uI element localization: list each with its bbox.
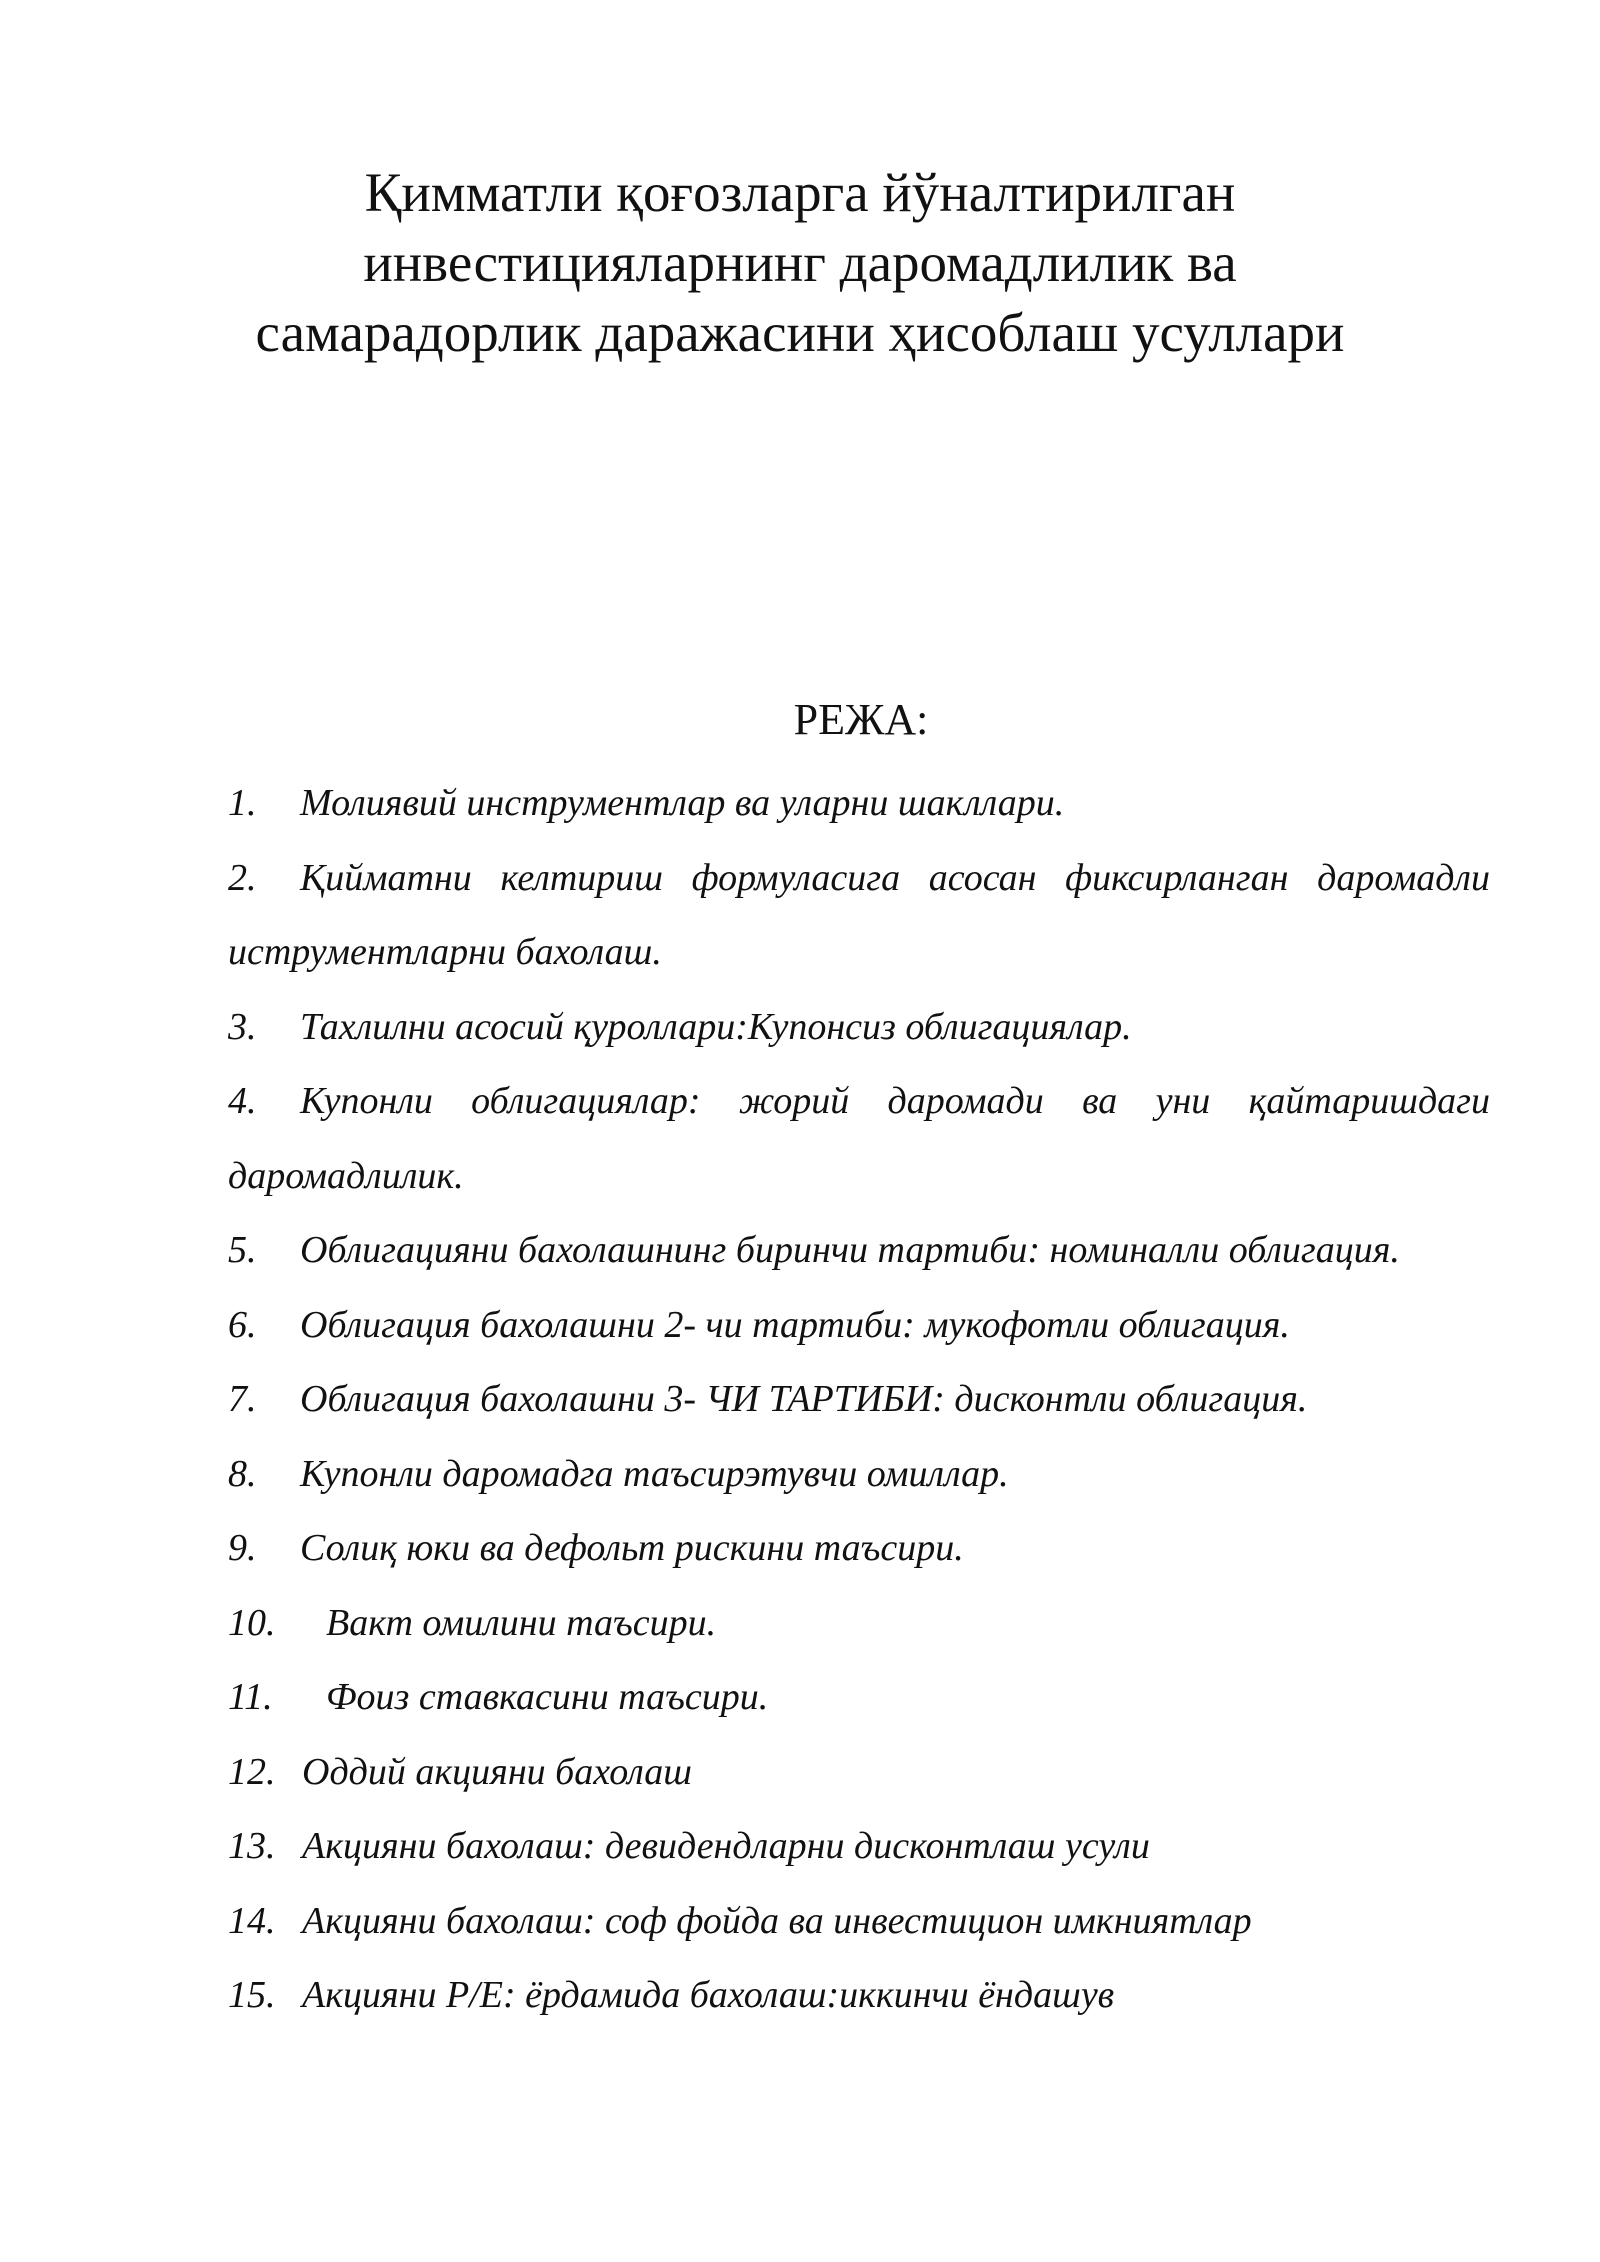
- plan-item-text: Облигация бахолашни 3- ЧИ ТАРТИБИ: дисконтли облигация.: [300, 1378, 1308, 1420]
- plan-item-number: 6.: [228, 1303, 257, 1346]
- plan-item: [228, 1586, 1490, 1661]
- plan-item-text: Тахлилни асосий қуроллари:Купонсиз облигациялар.: [300, 1005, 1132, 1048]
- plan-item-number: 7.: [228, 1378, 257, 1420]
- plan-item-number: 9.: [228, 1527, 257, 1569]
- plan-item: [228, 990, 1490, 1065]
- plan-item: [228, 1362, 1490, 1437]
- plan-item: [228, 1288, 1490, 1363]
- plan-item: [228, 1437, 1490, 1512]
- document-title: [200, 158, 1400, 368]
- plan-item-text: Молиявий инструментлар ва уларни шакллари.: [300, 782, 1065, 824]
- plan-item-text: Солиқ юки ва дефольт рискини таъсири.: [300, 1527, 964, 1569]
- title-line-2: инвестицияларнинг даромадлилик ва: [363, 232, 1237, 293]
- plan-item-number: 5.: [228, 1229, 257, 1271]
- plan-item: [228, 1064, 1490, 1213]
- plan-item: [228, 1809, 1490, 1884]
- plan-item: [228, 1735, 1490, 1810]
- plan-heading: РЕЖА:: [793, 695, 929, 744]
- title-line-3: самарадорлик даражасини ҳисоблаш усуллари: [255, 302, 1345, 363]
- plan-item-text: Акцияни бахолаш: девидендларни дисконтлаш усули: [302, 1825, 1150, 1867]
- plan-item: [228, 1213, 1490, 1288]
- title-line-1: Қимматли қоғозларга йўналтирилган: [364, 162, 1236, 223]
- plan-list: [228, 766, 1490, 2033]
- plan-item-number: 3.: [228, 1005, 257, 1048]
- plan-item-number: 12.: [228, 1750, 276, 1793]
- plan-item-number: 2.: [228, 856, 257, 899]
- plan-item-text: Вакт омилини таъсири.: [326, 1601, 717, 1644]
- plan-item-text: Қийматни келтириш формуласига асосан фиксирланган даромадли иструментларни бахолаш.: [228, 856, 1490, 973]
- plan-item-text: Купонли облигациялар: жорий даромади ва уни қайтаришдаги даромадлилик.: [228, 1080, 1490, 1197]
- plan-item: [228, 766, 1490, 841]
- plan-item-text: Облигацияни бахолашнинг биринчи тартиби: номиналли облигация.: [300, 1229, 1400, 1271]
- plan-item-text: Купонли даромадга таъсирэтувчи омиллар.: [300, 1452, 1009, 1495]
- plan-item-text: Фоиз ставкасини таъсири.: [326, 1676, 769, 1718]
- plan-item-number: 4.: [228, 1080, 257, 1122]
- plan-item-number: 15.: [228, 1974, 276, 2016]
- plan-item-number: 14.: [228, 1899, 276, 1942]
- plan-item-number: 11.: [228, 1676, 273, 1718]
- plan-item: [228, 1958, 1490, 2033]
- plan-item-number: 8.: [228, 1452, 257, 1495]
- plan-item-text: Акцияни P/E: ёрдамида бахолаш:иккинчи ёндашув: [302, 1974, 1115, 2016]
- plan-item: [228, 1660, 1490, 1735]
- plan-item-number: 13.: [228, 1825, 276, 1867]
- plan-item-text: Облигация бахолашни 2- чи тартиби: мукофотли облигация.: [300, 1303, 1290, 1346]
- plan-item-text: Оддий акцияни бахолаш: [302, 1750, 692, 1793]
- plan-item: [228, 1511, 1490, 1586]
- plan-item-number: 1.: [228, 782, 257, 824]
- plan-item: [228, 1884, 1490, 1959]
- plan-item-text: Акцияни бахолаш: соф фойда ва инвестицион имкниятлар: [302, 1899, 1252, 1942]
- plan-item: [228, 841, 1490, 990]
- plan-item-number: 10.: [228, 1601, 276, 1644]
